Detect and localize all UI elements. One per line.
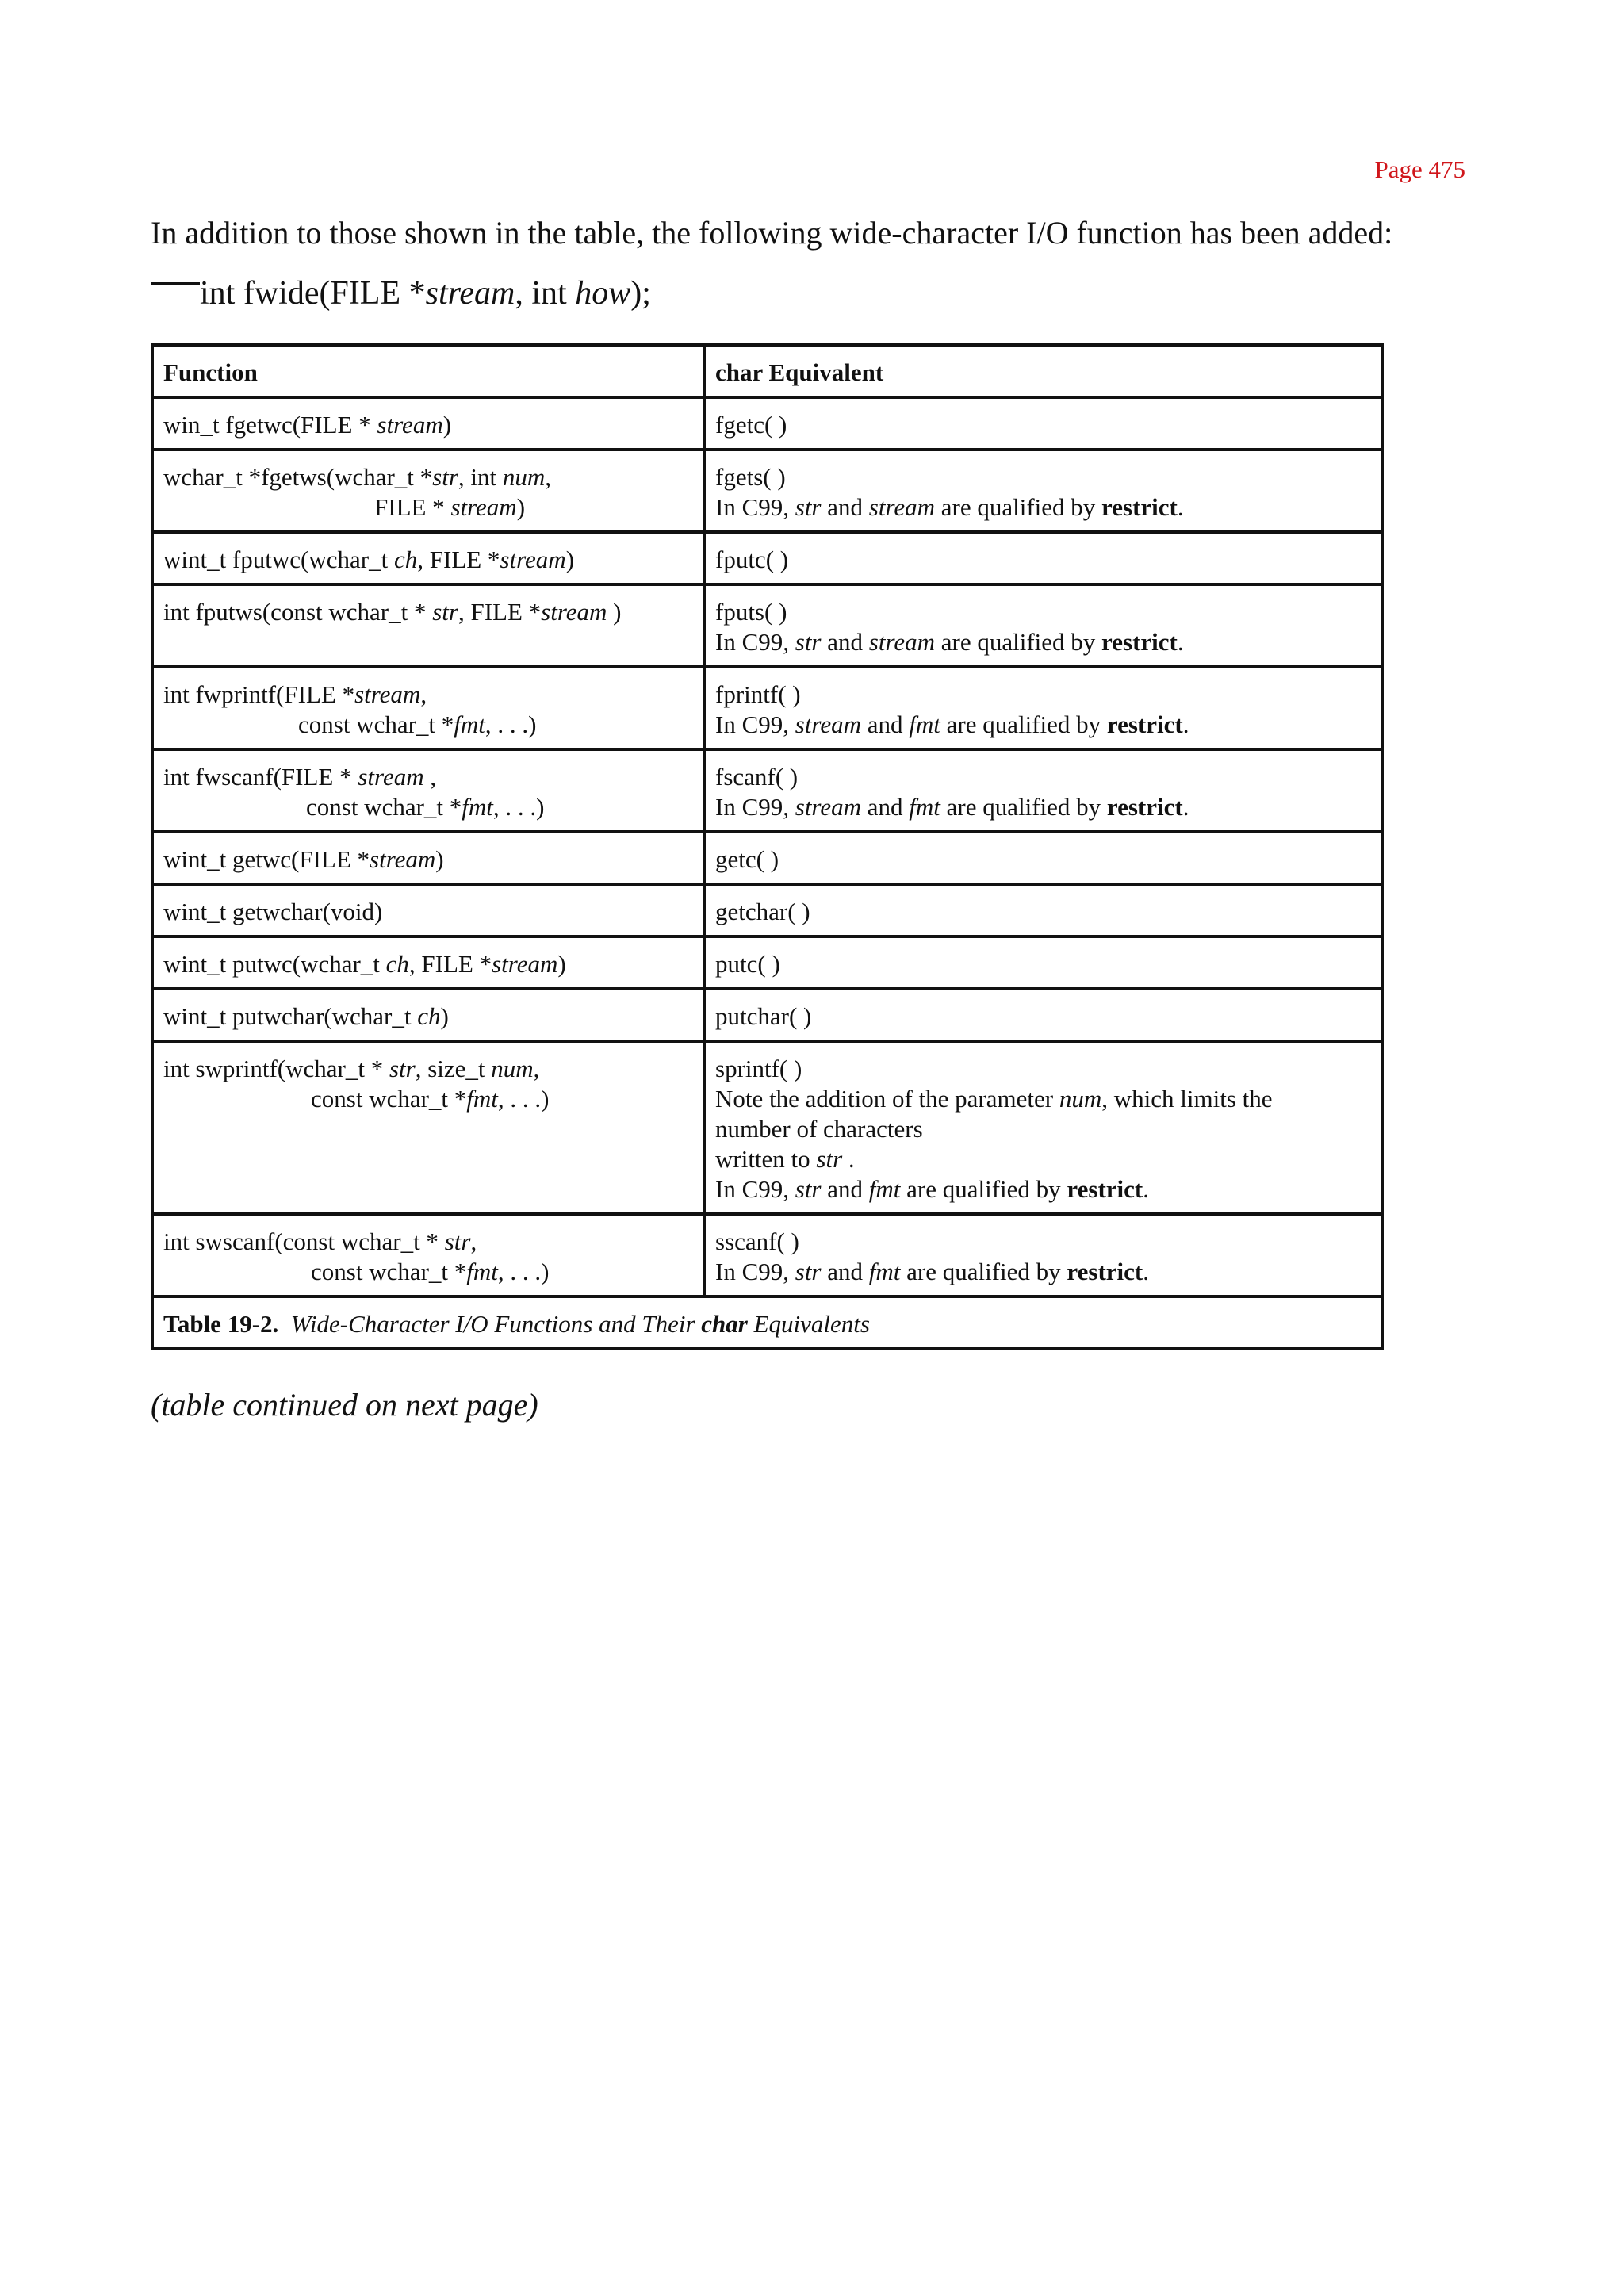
table-header-row [152, 345, 1382, 397]
text-run: number of characters [715, 1115, 923, 1143]
equivalent-line [715, 762, 1371, 792]
param-name: stream [541, 598, 607, 626]
equivalent-line [715, 792, 1371, 822]
param-name: stream [492, 950, 558, 978]
text-run: int swscanf(const wchar_t * [163, 1227, 445, 1255]
table-row [152, 749, 1382, 832]
equivalent-line [715, 1001, 1371, 1032]
table-caption-row [152, 1296, 1382, 1349]
function-signature-line [163, 410, 693, 440]
text-run: are qualified by [900, 1175, 1067, 1203]
text-run: int fwscanf(FILE * [163, 763, 358, 791]
char-equivalent-cell [704, 667, 1382, 749]
keyword: restrict [1067, 1175, 1143, 1203]
text-run: fgetc( ) [715, 411, 787, 439]
prototype-text: int fwide(FILE * [200, 275, 426, 312]
table-row [152, 936, 1382, 989]
keyword: restrict [1067, 1258, 1143, 1285]
text-run: . [1182, 710, 1189, 738]
function-signature-line [163, 1001, 693, 1032]
function-signature-line [163, 1227, 693, 1257]
caption-label: Table 19-2. [163, 1310, 279, 1338]
fwide-prototype [200, 270, 651, 317]
char-equivalent-cell [704, 832, 1382, 884]
function-cell [152, 1214, 704, 1296]
table-row [152, 832, 1382, 884]
text-run: , [423, 763, 437, 791]
param-name: fmt [454, 710, 485, 738]
function-cell [152, 532, 704, 584]
char-equivalent-cell [704, 749, 1382, 832]
caption-title: Wide-Character I/O Functions and Their [290, 1310, 702, 1338]
text-run: In C99, [715, 1258, 795, 1285]
function-cell [152, 667, 704, 749]
text-run: ) [557, 950, 566, 978]
text-run: wint_t getwchar(void) [163, 898, 383, 925]
param-name: str [795, 1258, 822, 1285]
param-name: str [795, 628, 822, 656]
text-run: ) [440, 1002, 449, 1030]
function-signature-line [163, 545, 693, 575]
page-number: Page 475 [1374, 155, 1465, 183]
function-cell [152, 884, 704, 936]
function-signature-continuation [163, 710, 693, 740]
param-name: str [444, 1227, 471, 1255]
param-name: ch [417, 1002, 441, 1030]
caption-title: Equivalents [747, 1310, 870, 1338]
text-run: are qualified by [940, 793, 1107, 821]
text-run: fputs( ) [715, 598, 787, 626]
equivalent-line [715, 897, 1371, 927]
table-row [152, 532, 1382, 584]
char-equivalent-cell [704, 936, 1382, 989]
function-signature-line [163, 844, 693, 875]
equivalent-line [715, 1054, 1371, 1084]
prototype-param: how [575, 275, 631, 312]
param-name: stream [370, 845, 436, 873]
equivalent-line [715, 1174, 1371, 1204]
equivalent-line [715, 1144, 1371, 1174]
keyword: restrict [1106, 793, 1183, 821]
text-run: wint_t putwchar(wchar_t [163, 1002, 418, 1030]
function-signature-line [163, 949, 693, 979]
param-name: fmt [868, 1258, 901, 1285]
text-run: const wchar_t * [298, 710, 454, 738]
text-run: , [420, 680, 427, 708]
text-run: int fputws(const wchar_t * [163, 598, 433, 626]
text-run: getc( ) [715, 845, 779, 873]
text-run: . [1143, 1175, 1149, 1203]
text-run: getchar( ) [715, 898, 810, 925]
equivalent-line [715, 545, 1371, 575]
text-run: In C99, [715, 710, 795, 738]
text-run: Note the addition of the parameter [715, 1085, 1059, 1113]
param-name: stream [795, 710, 861, 738]
table-body [152, 345, 1382, 1296]
header-char-equivalent: char Equivalent [704, 345, 1382, 397]
equivalent-line [715, 949, 1371, 979]
param-name: fmt [466, 1258, 498, 1285]
text-run: fscanf( ) [715, 763, 799, 791]
char-equivalent-cell [704, 584, 1382, 667]
param-name: stream [795, 793, 861, 821]
prototype-param: stream [425, 275, 515, 312]
param-name: str [795, 1175, 822, 1203]
text-run: and [821, 493, 869, 521]
table-row [152, 397, 1382, 450]
text-run: . [842, 1145, 855, 1173]
table-row [152, 450, 1382, 532]
text-run: ) [516, 493, 526, 521]
text-run: int fwprintf(FILE * [163, 680, 355, 708]
text-run: putc( ) [715, 950, 780, 978]
function-cell [152, 989, 704, 1041]
text-run: , . . .) [497, 1085, 550, 1113]
param-name: fmt [868, 1175, 901, 1203]
table-row [152, 884, 1382, 936]
text-run: ) [442, 411, 452, 439]
text-run: ) [435, 845, 444, 873]
function-signature-line [163, 897, 693, 927]
table-row [152, 989, 1382, 1041]
param-name: num [502, 463, 546, 491]
text-run: In C99, [715, 1175, 795, 1203]
text-run: , . . .) [485, 710, 537, 738]
continued-note: (table continued on next page) [151, 1387, 538, 1423]
intro-paragraph: In addition to those shown in the table, the following wide-character I/O function has been added: [151, 215, 1393, 251]
table-row [152, 1214, 1382, 1296]
param-name: str [432, 598, 458, 626]
text-run: sprintf( ) [715, 1055, 802, 1082]
function-signature-continuation [163, 492, 693, 523]
function-cell [152, 749, 704, 832]
param-name: stream [868, 493, 936, 521]
keyword: restrict [1106, 710, 1183, 738]
function-signature-continuation [163, 1257, 693, 1287]
text-run: const wchar_t * [306, 793, 462, 821]
text-run: In C99, [715, 793, 795, 821]
function-cell [152, 936, 704, 989]
text-run: and [821, 1258, 869, 1285]
function-signature-line [163, 762, 693, 792]
param-name: num [1059, 1085, 1102, 1113]
text-run: In C99, [715, 628, 795, 656]
char-equivalent-cell [704, 1041, 1382, 1214]
function-signature-line [163, 462, 693, 492]
text-run: . [1177, 628, 1184, 656]
text-run: , . . .) [492, 793, 545, 821]
param-name: str [795, 493, 822, 521]
param-name: fmt [909, 793, 940, 821]
text-run: , FILE * [417, 546, 500, 573]
table-caption [152, 1296, 1382, 1349]
equivalent-line [715, 1084, 1371, 1114]
text-run: , FILE * [408, 950, 492, 978]
text-run: , size_t [415, 1055, 492, 1082]
equivalent-line [715, 1114, 1371, 1144]
equivalent-line [715, 410, 1371, 440]
function-signature-continuation [163, 792, 693, 822]
equivalent-line [715, 1257, 1371, 1287]
text-run: . [1177, 493, 1184, 521]
char-equivalent-cell [704, 884, 1382, 936]
table-row [152, 667, 1382, 749]
function-signature-line [163, 597, 693, 627]
char-equivalent-cell [704, 397, 1382, 450]
text-run: and [821, 1175, 869, 1203]
text-run: , [545, 463, 552, 491]
text-run: putchar( ) [715, 1002, 812, 1030]
text-run: , [470, 1227, 477, 1255]
text-run: are qualified by [935, 493, 1102, 521]
text-run: ) [565, 546, 575, 573]
equivalent-line [715, 597, 1371, 627]
function-signature-line [163, 1054, 693, 1084]
equivalent-line [715, 627, 1371, 657]
equivalent-line [715, 492, 1371, 523]
param-name: num [491, 1055, 534, 1082]
prototype-text: ); [630, 275, 651, 312]
equivalent-line [715, 462, 1371, 492]
text-run: int swprintf(wchar_t * [163, 1055, 389, 1082]
equivalent-line [715, 680, 1371, 710]
equivalent-line [715, 710, 1371, 740]
text-run: are qualified by [935, 628, 1102, 656]
function-cell [152, 397, 704, 450]
text-run: fprintf( ) [715, 680, 801, 708]
text-run: are qualified by [940, 710, 1107, 738]
param-name: ch [385, 950, 409, 978]
text-run: , int [458, 463, 503, 491]
param-name: fmt [462, 793, 493, 821]
function-cell [152, 584, 704, 667]
text-run: FILE * [374, 493, 451, 521]
text-run: win_t fgetwc(FILE * [163, 411, 377, 439]
param-name: str [432, 463, 458, 491]
prototype-text: , int [515, 275, 576, 312]
caption-keyword: char [701, 1310, 748, 1338]
text-run: ) [607, 598, 622, 626]
text-run: and [821, 628, 869, 656]
text-run: , FILE * [458, 598, 542, 626]
function-signature-continuation [163, 1084, 693, 1114]
text-run: In C99, [715, 493, 795, 521]
function-signature-line [163, 680, 693, 710]
param-name: stream [500, 546, 566, 573]
function-cell [152, 1041, 704, 1214]
text-run: , [533, 1055, 540, 1082]
param-name: stream [358, 763, 424, 791]
text-run: are qualified by [900, 1258, 1067, 1285]
param-name: str [816, 1145, 843, 1173]
table-row [152, 1041, 1382, 1214]
keyword: restrict [1101, 493, 1178, 521]
param-name: fmt [909, 710, 940, 738]
param-name: stream [450, 493, 517, 521]
text-run: . [1143, 1258, 1149, 1285]
function-cell [152, 832, 704, 884]
equivalent-line [715, 1227, 1371, 1257]
text-run: , which limits the [1101, 1085, 1273, 1113]
text-run: sscanf( ) [715, 1227, 799, 1255]
text-run: and [861, 793, 910, 821]
char-equivalent-cell [704, 989, 1382, 1041]
function-cell [152, 450, 704, 532]
text-run: . [1182, 793, 1189, 821]
text-run: fgets( ) [715, 463, 786, 491]
param-name: str [389, 1055, 416, 1082]
function-table [151, 343, 1384, 1350]
char-equivalent-cell [704, 532, 1382, 584]
param-name: fmt [466, 1085, 498, 1113]
param-name: ch [393, 546, 418, 573]
char-equivalent-cell [704, 1214, 1382, 1296]
param-name: stream [377, 411, 443, 439]
text-run: const wchar_t * [311, 1258, 467, 1285]
margin-rule [151, 282, 200, 285]
keyword: restrict [1101, 628, 1178, 656]
text-run: written to [715, 1145, 817, 1173]
text-run: , . . .) [497, 1258, 550, 1285]
text-run: wint_t putwc(wchar_t [163, 950, 386, 978]
header-function: Function [152, 345, 704, 397]
text-run: wint_t fputwc(wchar_t [163, 546, 394, 573]
param-name: stream [354, 680, 421, 708]
text-run: wint_t getwc(FILE * [163, 845, 370, 873]
text-run: wchar_t *fgetws(wchar_t * [163, 463, 433, 491]
char-equivalent-cell [704, 450, 1382, 532]
param-name: stream [868, 628, 936, 656]
text-run: const wchar_t * [311, 1085, 467, 1113]
text-run: fputc( ) [715, 546, 789, 573]
table-row [152, 584, 1382, 667]
equivalent-line [715, 844, 1371, 875]
text-run: and [861, 710, 910, 738]
